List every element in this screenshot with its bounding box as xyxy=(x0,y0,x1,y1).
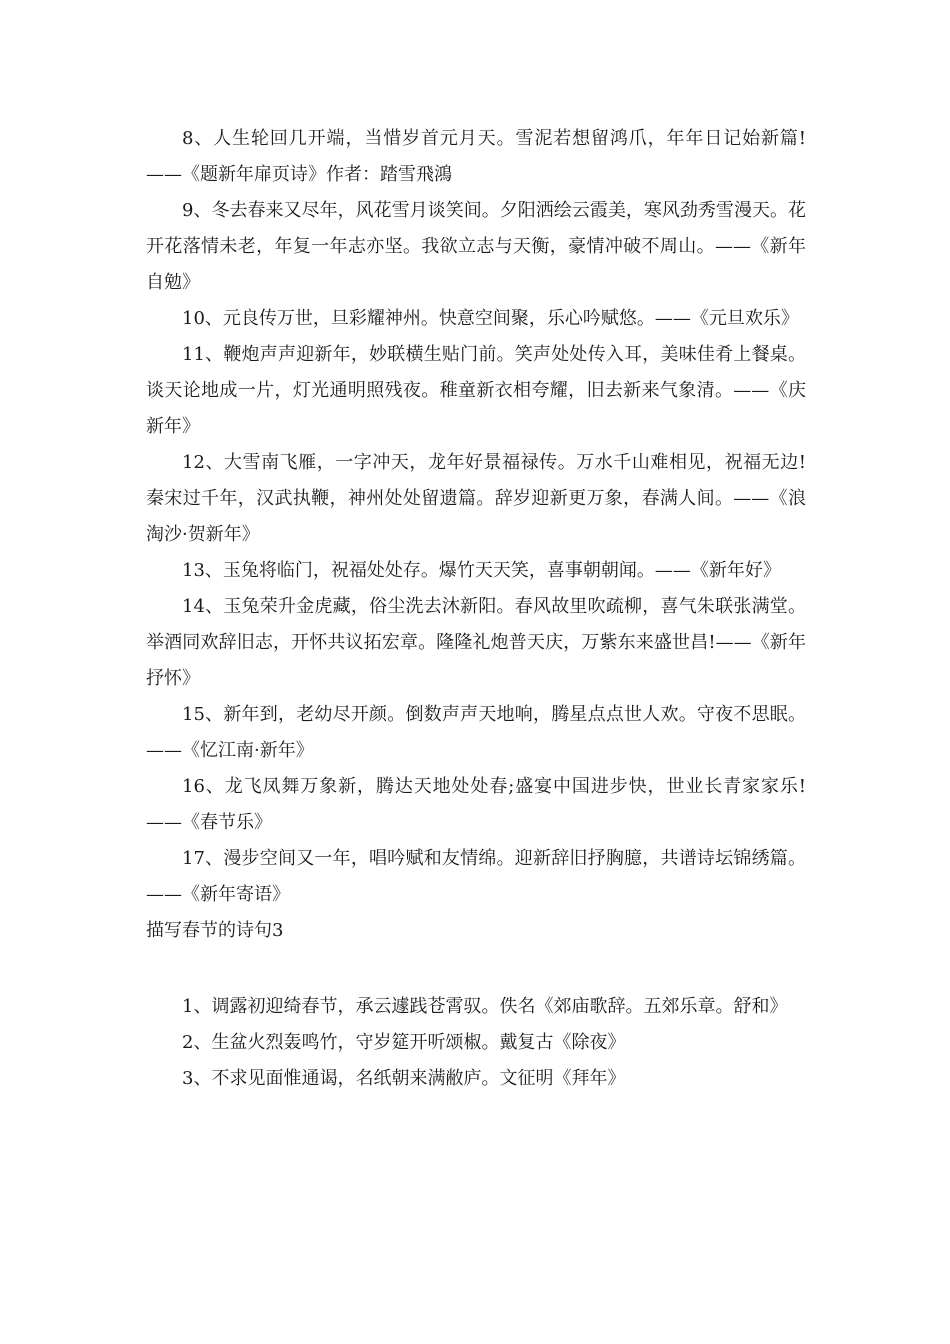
poem-entry-12: 12、大雪南飞雁，一字冲天，龙年好景福禄传。万水千山难相见，祝福无边!秦宋过千年，汉武执鞭，神州处处留遗篇。辞岁迎新更万象，春满人间。——《浪淘沙·贺新年》 xyxy=(146,452,806,545)
poem-entry-16: 16、龙飞凤舞万象新，腾达天地处处春;盛宴中国进步快，世业长青家家乐!——《春节乐》 xyxy=(146,776,806,833)
poem-entry-15: 15、新年到，老幼尽开颜。倒数声声天地响，腾星点点世人欢。守夜不思眠。——《忆江南·新年》 xyxy=(146,704,806,761)
poem-entry-14: 14、玉兔荣升金虎藏，俗尘洗去沐新阳。春风故里吹疏柳，喜气朱联张满堂。举酒同欢辞旧志，开怀共议拓宏章。隆隆礼炮普天庆，万紫东来盛世昌!——《新年抒怀》 xyxy=(146,596,806,689)
poem-list-section-3 xyxy=(146,989,806,1097)
blank-line xyxy=(146,949,806,989)
poem-entry-2: 2、生盆火烈轰鸣竹，守岁筵开听颂椒。戴复古《除夜》 xyxy=(182,1032,626,1053)
poem-entry-3: 3、不求见面惟通谒，名纸朝来满敝庐。文征明《拜年》 xyxy=(182,1068,626,1089)
section-heading: 描写春节的诗句3 xyxy=(146,920,284,941)
poem-entry-8: 8、人生轮回几开端，当惜岁首元月天。雪泥若想留鸿爪，年年日记始新篇!——《题新年扉页诗》作者：踏雪飛鴻 xyxy=(146,128,806,185)
poem-entry-17: 17、漫步空间又一年，唱吟赋和友情绵。迎新辞旧抒胸臆，共谱诗坛锦绣篇。——《新年寄语》 xyxy=(146,848,806,905)
poem-entry-9: 9、冬去春来又尽年，风花雪月谈笑间。夕阳洒绘云霞美，寒风劲秀雪漫天。花开花落情未老，年复一年志亦坚。我欲立志与天衡，豪情冲破不周山。——《新年自勉》 xyxy=(146,200,806,293)
poem-entry-1: 1、调露初迎绮春节，承云遽践苍霄驭。佚名《郊庙歌辞。五郊乐章。舒和》 xyxy=(182,996,788,1017)
document-body xyxy=(146,121,806,1097)
poem-entry-13: 13、玉兔将临门，祝福处处存。爆竹天天笑，喜事朝朝闻。——《新年好》 xyxy=(182,560,781,581)
poem-entry-10: 10、元良传万世，旦彩耀神州。快意空间聚，乐心吟赋悠。——《元旦欢乐》 xyxy=(182,308,799,329)
poem-list-continued xyxy=(146,121,806,913)
poem-entry-11: 11、鞭炮声声迎新年，妙联横生贴门前。笑声处处传入耳，美味佳肴上餐桌。谈天论地成一片，灯光通明照残夜。稚童新衣相夸耀，旧去新来气象清。——《庆新年》 xyxy=(146,344,806,437)
